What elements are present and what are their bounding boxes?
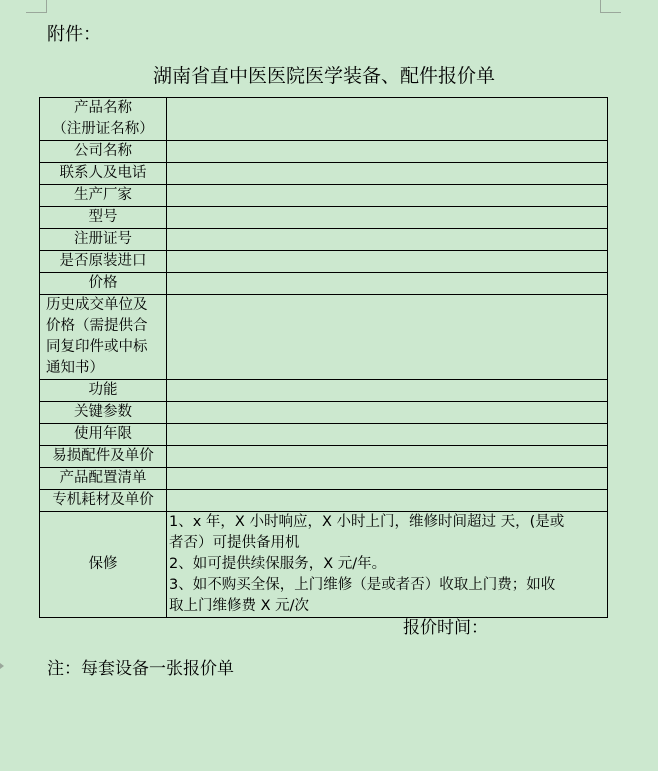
page-corner-mark-top-right: [600, 0, 621, 13]
row-value-text: 者否）可提供备用机: [169, 535, 300, 551]
document-title: 湖南省直中医医院医学装备、配件报价单: [152, 65, 495, 87]
row-label-text: 价格（需提供合: [46, 318, 148, 334]
row-label-cell: [40, 490, 167, 512]
row-label-text: 历史成交单位及: [46, 297, 148, 313]
row-value-cell[interactable]: [167, 98, 608, 141]
row-value-cell[interactable]: [167, 512, 608, 618]
table-row: [40, 229, 608, 251]
row-label-cell: [40, 251, 167, 273]
row-value-cell[interactable]: [167, 185, 608, 207]
row-label-text: 联系人及电话: [59, 165, 147, 181]
row-label-cell: [40, 141, 167, 163]
row-label-text: 注册证号: [74, 231, 132, 247]
table-row: [40, 98, 608, 141]
margin-marker-icon: [0, 663, 4, 669]
row-label-cell: [40, 512, 167, 618]
row-value-cell[interactable]: [167, 446, 608, 468]
row-label-text: 生产厂家: [74, 187, 132, 203]
row-label-cell: [40, 446, 167, 468]
row-label-text: （注册证名称）: [52, 121, 154, 137]
row-value-cell[interactable]: [167, 207, 608, 229]
table-row: [40, 380, 608, 402]
row-value-cell[interactable]: [167, 490, 608, 512]
row-label-cell: [40, 229, 167, 251]
row-value-cell[interactable]: [167, 251, 608, 273]
row-value-cell[interactable]: [167, 402, 608, 424]
row-value-cell[interactable]: [167, 273, 608, 295]
row-value-cell[interactable]: [167, 229, 608, 251]
row-value-cell[interactable]: [167, 424, 608, 446]
row-label-cell: [40, 207, 167, 229]
row-label-cell: [40, 402, 167, 424]
row-value-text: 3、如不购买全保，上门维修（是或者否）收取上门费；如收: [169, 577, 556, 593]
table-row: [40, 207, 608, 229]
table-row: [40, 251, 608, 273]
row-value-text: 2、如可提供续保服务，X 元/年。: [169, 556, 387, 572]
row-label-cell: [40, 468, 167, 490]
row-label-cell: [40, 185, 167, 207]
footnote: 注：每套设备一张报价单: [47, 659, 234, 679]
attachment-label: 附件：: [47, 24, 101, 45]
table-row: [40, 402, 608, 424]
row-label-cell: [40, 380, 167, 402]
row-label-text: 关键参数: [74, 404, 132, 420]
row-value-text: 取上门维修费 X 元/次: [169, 598, 310, 614]
row-label-cell: [40, 163, 167, 185]
table-row: [40, 141, 608, 163]
table-row: [40, 490, 608, 512]
quote-time-label: 报价时间：: [403, 618, 488, 638]
row-label-text: 同复印件或中标: [46, 339, 148, 355]
row-label-text: 保修: [88, 556, 118, 572]
row-label-cell: [40, 295, 167, 380]
row-value-cell[interactable]: [167, 380, 608, 402]
table-row: [40, 468, 608, 490]
table-row: [40, 273, 608, 295]
row-label-text: 是否原装进口: [59, 253, 147, 269]
row-label-text: 易损配件及单价: [52, 448, 154, 464]
row-label-cell: [40, 424, 167, 446]
table-row: [40, 446, 608, 468]
row-label-cell: [40, 98, 167, 141]
row-label-cell: [40, 273, 167, 295]
row-value-cell[interactable]: [167, 468, 608, 490]
row-label-text: 专机耗材及单价: [52, 492, 154, 508]
row-label-text: 型号: [88, 209, 118, 225]
page-corner-mark-top-left: [26, 0, 47, 13]
row-value-cell[interactable]: [167, 295, 608, 380]
quote-table: [39, 97, 608, 618]
table-row: [40, 424, 608, 446]
row-label-text: 产品配置清单: [59, 470, 147, 486]
row-value-cell[interactable]: [167, 141, 608, 163]
table-row: [40, 185, 608, 207]
table-row: [40, 512, 608, 618]
table-row: [40, 295, 608, 380]
quote-table-body: [40, 98, 608, 618]
row-label-text: 使用年限: [74, 426, 132, 442]
row-value-cell[interactable]: [167, 163, 608, 185]
row-label-text: 产品名称: [74, 100, 132, 116]
table-row: [40, 163, 608, 185]
row-label-text: 功能: [88, 382, 118, 398]
row-value-text: 1、x 年，X 小时响应，X 小时上门，维修时间超过 天，(是或: [169, 514, 565, 530]
row-label-text: 通知书）: [46, 360, 104, 376]
row-label-text: 价格: [88, 275, 118, 291]
row-label-text: 公司名称: [74, 143, 132, 159]
